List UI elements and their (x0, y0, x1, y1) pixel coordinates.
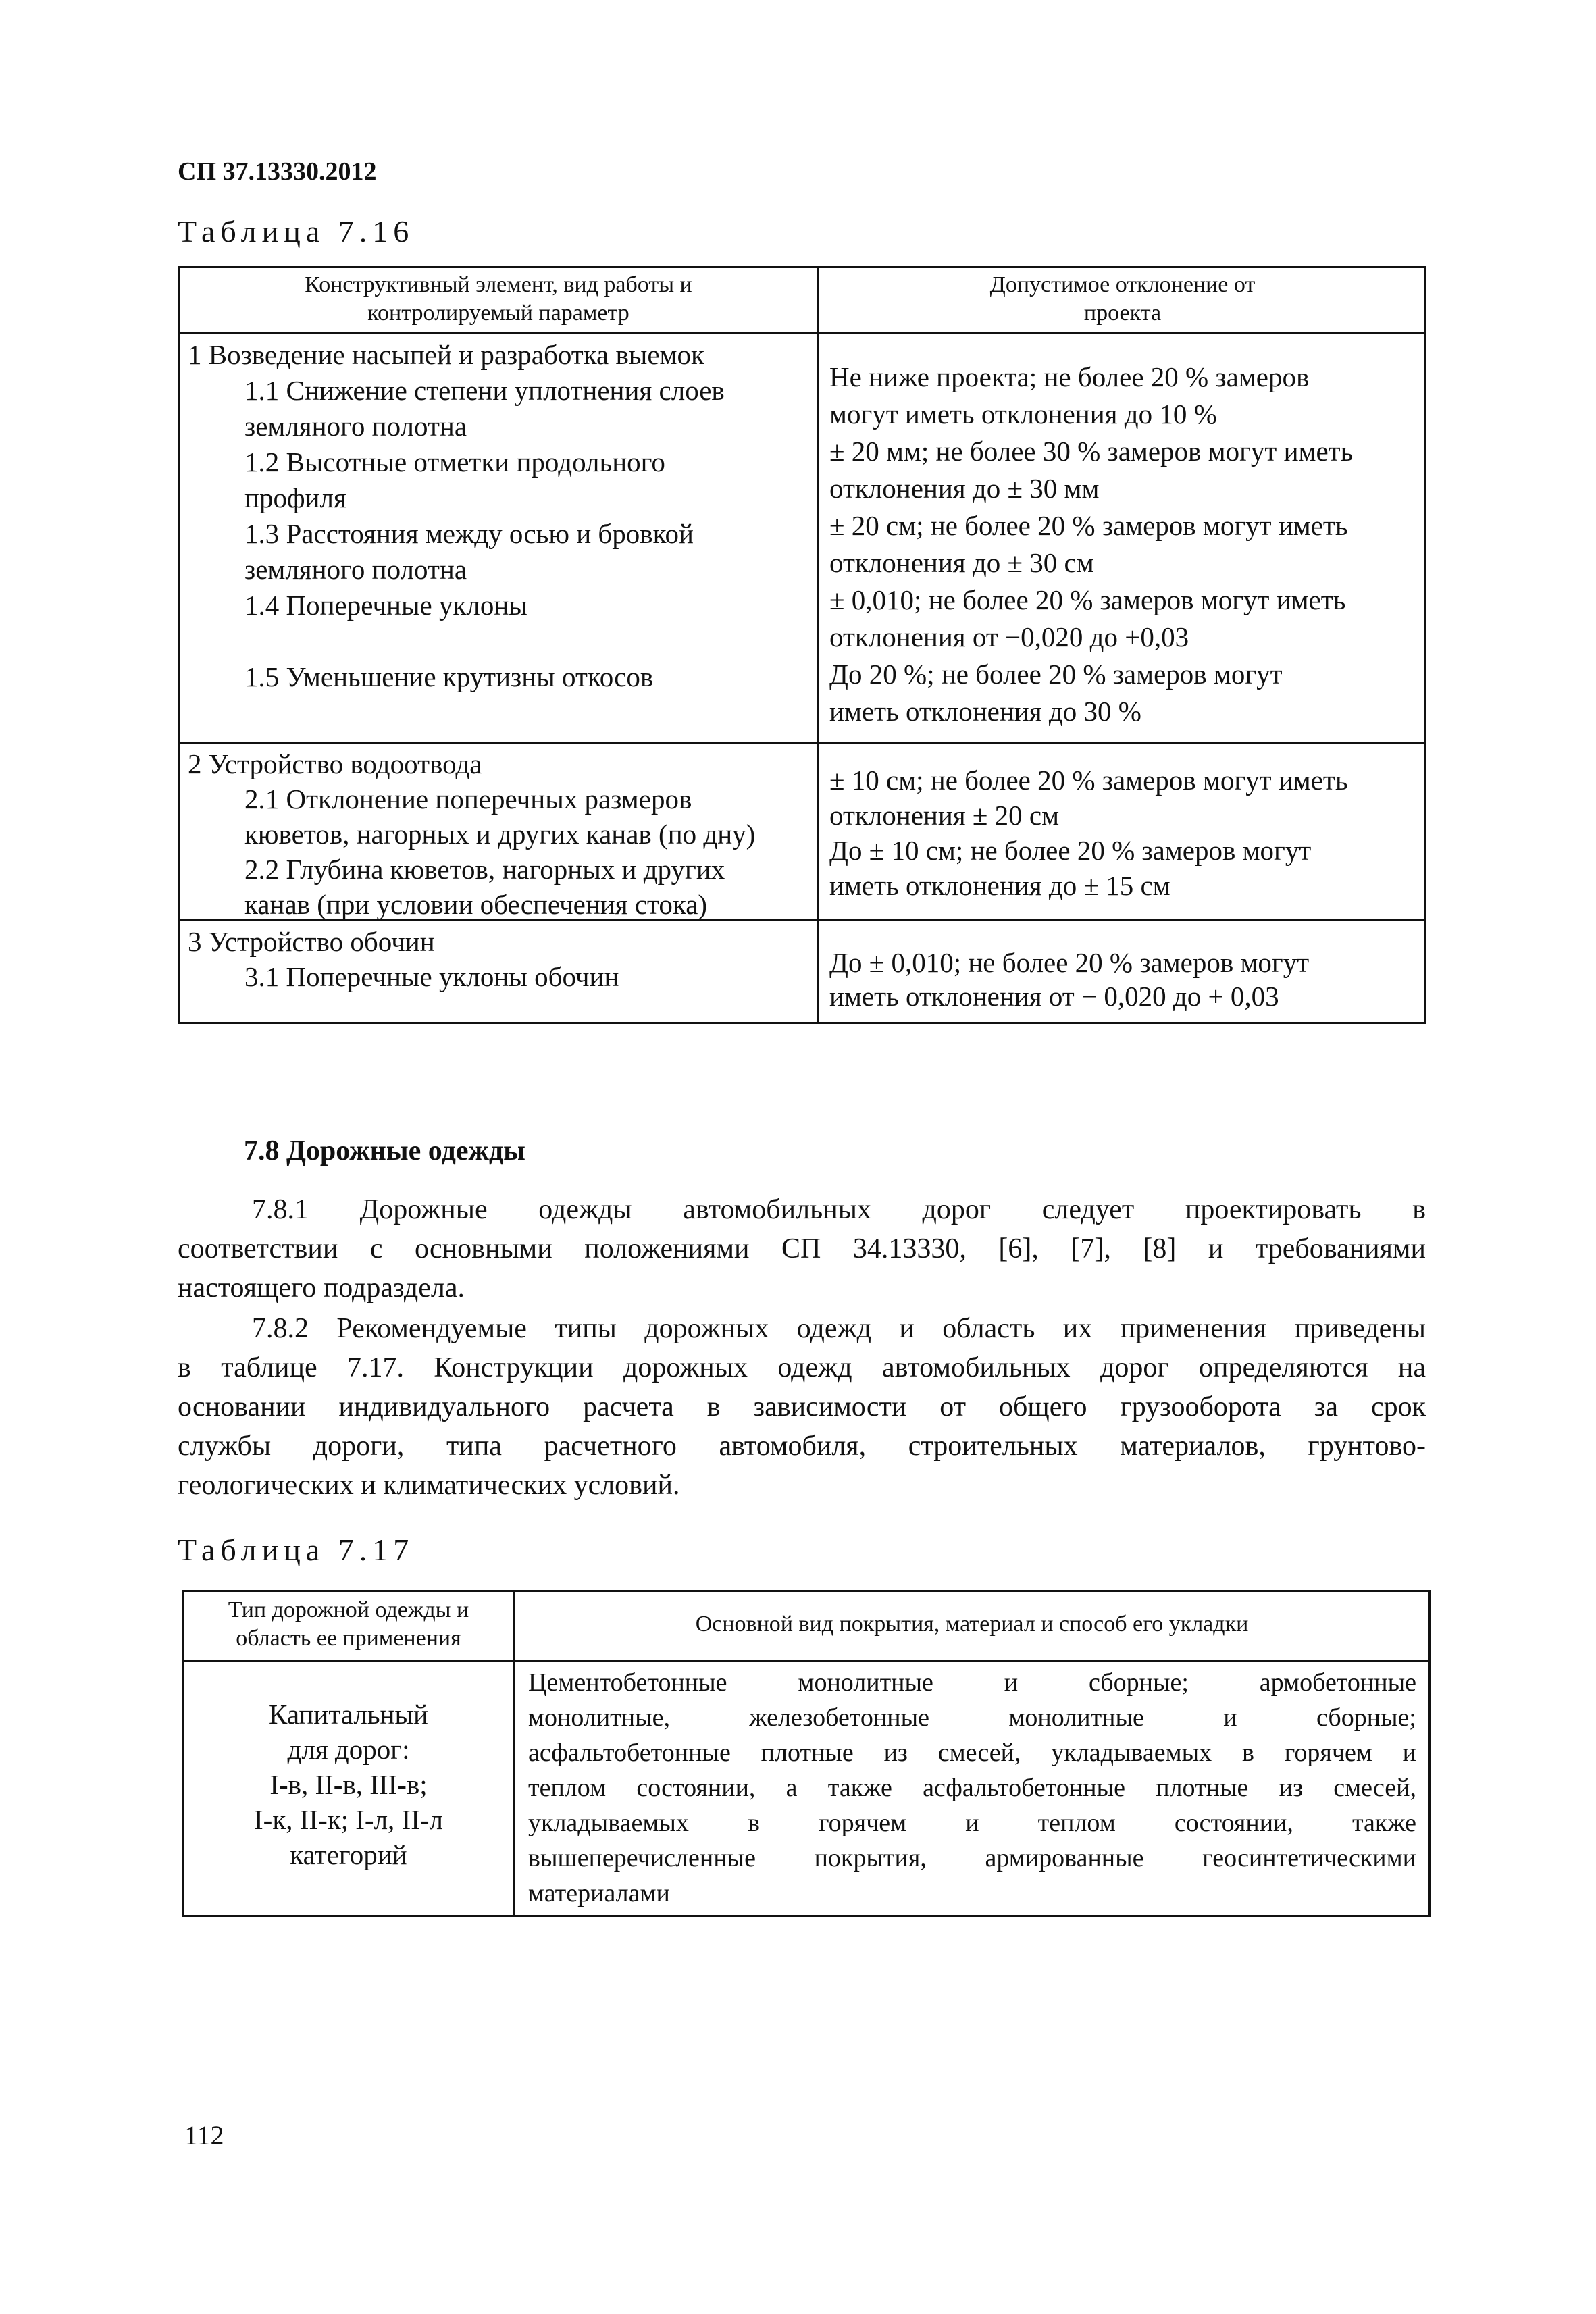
deviation-line: иметь отклонения от − 0,020 до + 0,03 (829, 981, 1279, 1012)
paragraph-line: 7.8.2 Рекомендуемые типы дорожных одежд и область их применения приведены (252, 1313, 1426, 1344)
row-1-deviation-cell (829, 359, 1417, 730)
element-line: земляного полотна (244, 411, 467, 442)
deviation-line: иметь отклонения до ± 15 см (829, 870, 1170, 901)
element-line: 1 Возведение насыпей и разработка выемок (188, 339, 704, 370)
type-line: I-к, II-к; I-л, II-л (254, 1804, 443, 1835)
paragraph-line: геологических и климатических условий. (178, 1470, 680, 1501)
coating-line: монолитные, железобетонные монолитные и сборные; (528, 1703, 1416, 1732)
element-line: 3 Устройство обочин (188, 926, 435, 957)
column-divider (513, 1592, 515, 1915)
type-line: Капитальный (269, 1699, 428, 1730)
row-3-element-cell (188, 924, 813, 994)
paragraph-1 (178, 1190, 1426, 1308)
element-line (188, 623, 813, 659)
row-3-deviation-cell (829, 946, 1417, 1013)
coating-line: асфальтобетонные плотные из смесей, укладываемых в горячем и (528, 1739, 1416, 1767)
header-line: Конструктивный элемент, вид работы и (305, 272, 692, 297)
type-line: I-в, II-в, III-в; (269, 1769, 428, 1800)
paragraph-line: в таблице 7.17. Конструкции дорожных одежд автомобильных дорог определяются на (178, 1352, 1426, 1383)
element-line: 2.1 Отклонение поперечных размеров (244, 783, 692, 815)
deviation-line: ± 10 см; не более 20 % замеров могут иметь (829, 765, 1348, 796)
header-line: Тип дорожной одежды и (228, 1597, 469, 1622)
deviation-line: иметь отклонения до 30 % (829, 696, 1141, 727)
header-line: контролируемый параметр (367, 301, 629, 326)
table-7-16 (178, 266, 1426, 1024)
deviation-line: До ± 10 см; не более 20 % замеров могут (829, 835, 1312, 866)
type-cell (184, 1697, 513, 1872)
deviation-line: До 20 %; не более 20 % замеров могут (829, 659, 1283, 690)
deviation-line: отклонения от −0,020 до +0,03 (829, 621, 1189, 652)
type-line: для дорог: (287, 1734, 410, 1765)
header-line: проекта (1083, 301, 1162, 326)
element-line: кюветов, нагорных и других канав (по дну) (244, 819, 756, 850)
element-line: 1.5 Уменьшение крутизны откосов (244, 661, 654, 692)
paragraph-2 (178, 1309, 1426, 1505)
deviation-line: отклонения до ± 30 см (829, 547, 1094, 578)
deviation-line: До ± 0,010; не более 20 % замеров могут (829, 947, 1310, 978)
page-number: 112 (184, 2120, 224, 2151)
deviation-line: могут иметь отклонения до 10 % (829, 398, 1217, 430)
paragraph-line: службы дороги, типа расчетного автомобиля, строительных материалов, грунтово- (178, 1431, 1426, 1462)
header-cell-coating (515, 1610, 1428, 1639)
header-line: Допустимое отклонение от (989, 272, 1256, 297)
type-line: категорий (290, 1839, 407, 1870)
coating-line: материалами (528, 1879, 670, 1907)
header-line: область ее применения (236, 1626, 461, 1651)
header-cell-element (180, 271, 817, 328)
row-divider (184, 1660, 1428, 1662)
row-1-element-cell (188, 337, 813, 695)
element-line: 1.3 Расстояния между осью и бровкой (244, 518, 694, 549)
paragraph-line: настоящего подраздела. (178, 1272, 465, 1304)
deviation-line: отклонения до ± 30 мм (829, 473, 1100, 504)
table-7-17-caption: Таблица 7.17 (178, 1533, 415, 1567)
document-code: СП 37.13330.2012 (178, 157, 377, 186)
section-title: 7.8 Дорожные одежды (244, 1135, 525, 1166)
header-cell-type (184, 1596, 513, 1653)
paragraph-line: соответствии с основными положениями СП 34.13330, [6], [7], [8] и требованиями (178, 1233, 1426, 1264)
column-divider (817, 268, 819, 1022)
paragraph-line: основании индивидуального расчета в зависимости от общего грузооборота за срок (178, 1391, 1426, 1422)
coating-line: укладываемых в горячем и теплом состоянии, также (528, 1809, 1416, 1837)
row-2-element-cell (188, 746, 813, 922)
row-divider (180, 742, 1424, 744)
coating-line: теплом состоянии, а также асфальтобетонные плотные из смесей, (528, 1774, 1416, 1802)
deviation-line: отклонения ± 20 см (829, 800, 1060, 831)
element-line: 1.4 Поперечные уклоны (244, 590, 527, 621)
coating-line: Цементобетонные монолитные и сборные; армобетонные (528, 1668, 1416, 1697)
deviation-line: Не ниже проекта; не более 20 % замеров (829, 361, 1310, 392)
element-line: 1.1 Снижение степени уплотнения слоев (244, 375, 725, 406)
paragraph-line: 7.8.1 Дорожные одежды автомобильных дорог следует проектировать в (252, 1194, 1426, 1225)
coating-line: вышеперечисленные покрытия, армированные геосинтетическими (528, 1844, 1416, 1872)
coating-cell (528, 1665, 1416, 1911)
element-line: 2 Устройство водоотвода (188, 748, 482, 779)
element-line: 3.1 Поперечные уклоны обочин (244, 961, 619, 992)
element-line: земляного полотна (244, 554, 467, 585)
element-line: 1.2 Высотные отметки продольного (244, 446, 665, 478)
element-line: профиля (244, 482, 346, 513)
row-2-deviation-cell (829, 763, 1417, 903)
element-line: канав (при условии обеспечения стока) (244, 889, 708, 920)
row-divider (180, 332, 1424, 334)
table-7-17 (182, 1590, 1431, 1917)
table-7-16-caption: Таблица 7.16 (178, 214, 415, 249)
deviation-line: ± 20 мм; не более 30 % замеров могут иметь (829, 436, 1354, 467)
deviation-line: ± 20 см; не более 20 % замеров могут иметь (829, 510, 1348, 541)
deviation-line: ± 0,010; не более 20 % замеров могут иметь (829, 584, 1346, 615)
header-line: Основной вид покрытия, материал и способ его укладки (695, 1612, 1249, 1637)
element-line: 2.2 Глубина кюветов, нагорных и других (244, 854, 725, 885)
header-cell-deviation (819, 271, 1426, 328)
